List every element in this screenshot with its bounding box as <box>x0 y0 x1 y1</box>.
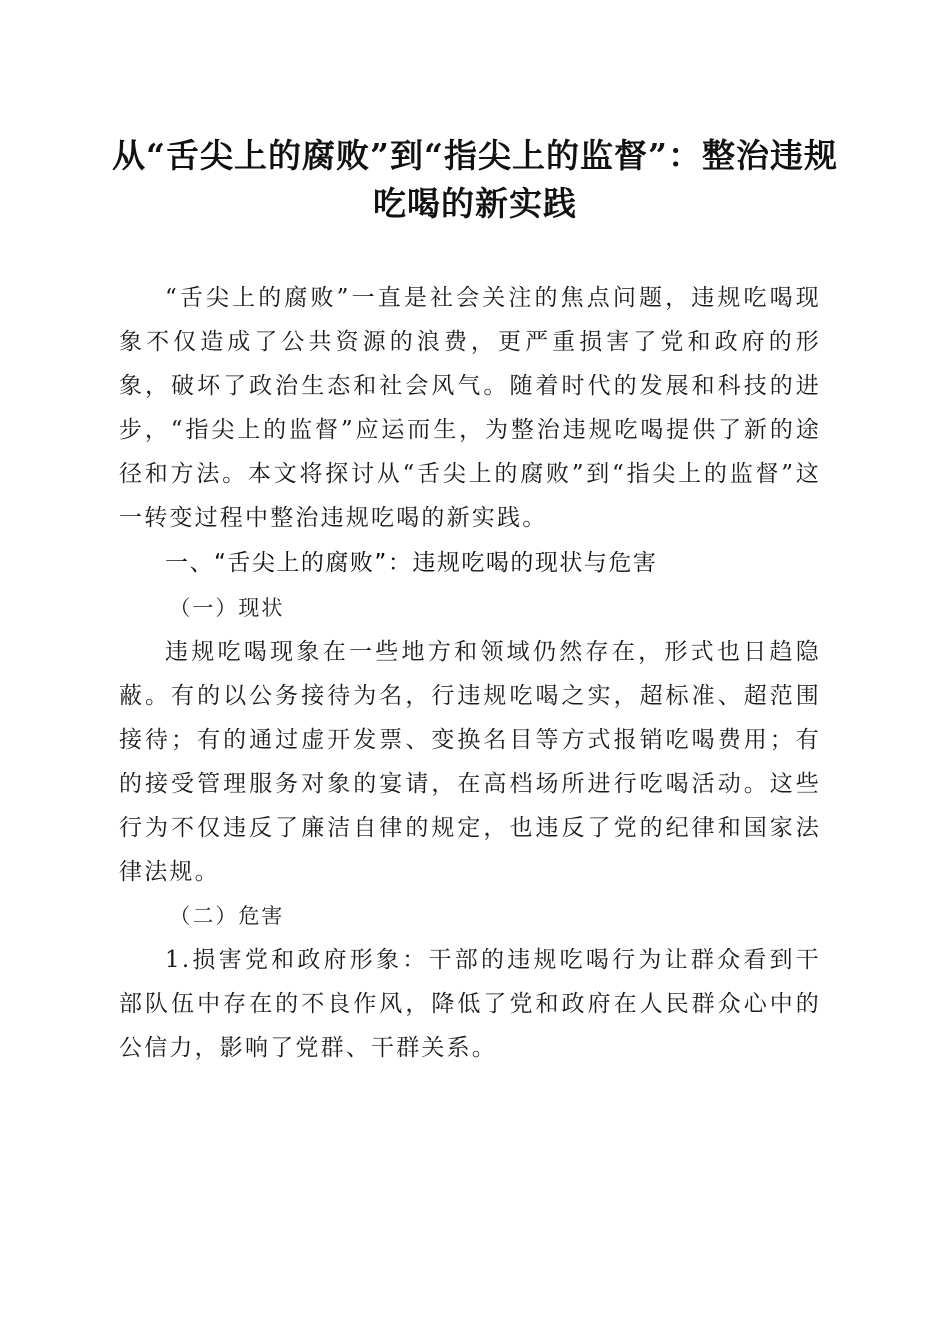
subsection-heading-status: （一）现状 <box>169 596 285 620</box>
document-body <box>119 276 821 1070</box>
status-paragraph: 违规吃喝现象在一些地方和领域仍然存在，形式也日趋隐蔽。有的以公务接待为名，行违规吃喝之实，超标准、超范围接待；有的通过虚开发票、变换名目等方式报销吃喝费用；有的接受管理服务对象的宴请，在高档场所进行吃喝活动。这些行为不仅违反了廉洁自律的规定，也违反了党的纪律和国家法律法规。 <box>119 639 821 885</box>
harm-item-paragraph: 1.损害党和政府形象：干部的违规吃喝行为让群众看到干部队伍中存在的不良作风，降低了党和政府在人民群众心中的公信力，影响了党群、干群关系。 <box>119 947 821 1061</box>
intro-paragraph: “舌尖上的腐败”一直是社会关注的焦点问题，违规吃喝现象不仅造成了公共资源的浪费，更严重损害了党和政府的形象，破坏了政治生态和社会风气。随着时代的发展和科技的进步，“指尖上的监督”应运而生，为整治违规吃喝提供了新的途径和方法。本文将探讨从“舌尖上的腐败”到“指尖上的监督”这一转变过程中整治违规吃喝的新实践。 <box>119 285 821 531</box>
subsection-heading-harm: （二）危害 <box>169 904 285 928</box>
section-heading: 一、“舌尖上的腐败”：违规吃喝的现状与危害 <box>165 550 658 576</box>
document-title: 从“舌尖上的腐败”到“指尖上的监督”：整治违规吃喝的新实践 <box>112 136 838 223</box>
